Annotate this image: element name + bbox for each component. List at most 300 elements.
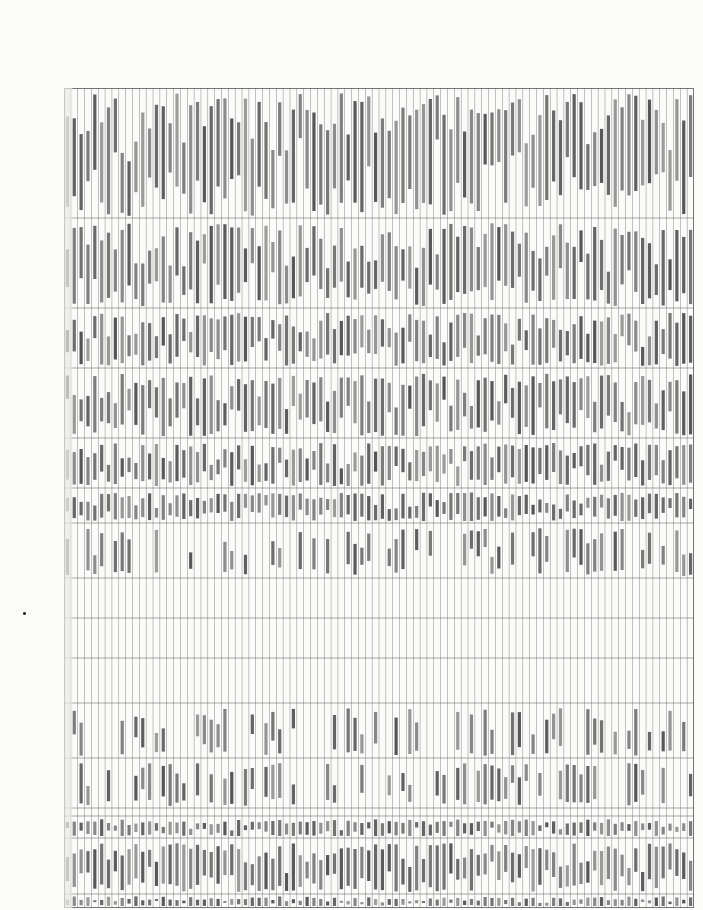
- cell-text-mark: [586, 498, 589, 508]
- cell-text-mark: [429, 825, 432, 836]
- cell-text-mark: [415, 822, 418, 827]
- cell-text-mark: [552, 443, 555, 472]
- cell-text-mark: [415, 377, 418, 437]
- cell-text-mark: [196, 452, 199, 482]
- cell-text-mark: [621, 402, 624, 431]
- cell-text-mark: [86, 396, 89, 426]
- cell-text-mark: [100, 241, 103, 303]
- cell-text-mark: [244, 862, 247, 890]
- cell-text-mark: [333, 329, 336, 363]
- cell-text-mark: [662, 123, 665, 172]
- cell-text-mark: [429, 229, 432, 285]
- cell-text-mark: [107, 336, 110, 365]
- cell-text-mark: [169, 123, 172, 172]
- cell-text-mark: [422, 104, 425, 203]
- cell-text-mark: [668, 382, 671, 412]
- cell-text-mark: [442, 844, 445, 890]
- cell-text-mark: [134, 505, 137, 519]
- cell-text-mark: [566, 902, 569, 906]
- cell-text-mark: [312, 538, 315, 569]
- cell-text-mark: [285, 266, 288, 304]
- cell-text-mark: [470, 493, 473, 522]
- cell-text-mark: [408, 246, 411, 288]
- cell-text-mark: [292, 257, 295, 299]
- cell-text-mark: [429, 99, 432, 204]
- cell-text-mark: [621, 235, 624, 284]
- cell-text-mark: [682, 722, 685, 751]
- cell-text-mark: [682, 555, 685, 577]
- cell-text-mark: [175, 383, 178, 418]
- cell-text-mark: [107, 233, 110, 298]
- cell-text-mark: [292, 495, 295, 520]
- cell-text-mark: [484, 821, 487, 836]
- cell-text-mark: [80, 227, 83, 278]
- cell-text-mark: [80, 332, 83, 365]
- cell-text-mark: [648, 732, 651, 751]
- cell-text-mark: [216, 824, 219, 833]
- cell-text-mark: [223, 901, 226, 903]
- cell-text-mark: [374, 133, 377, 202]
- cell-text-mark: [155, 823, 158, 831]
- cell-text-mark: [607, 819, 610, 836]
- cell-text-mark: [682, 497, 685, 518]
- cell-text-mark: [340, 378, 343, 418]
- cell-text-mark: [566, 865, 569, 886]
- cell-text-mark: [477, 380, 480, 427]
- cell-text-mark: [449, 900, 452, 903]
- cell-text-mark: [223, 779, 226, 805]
- cell-text-mark: [449, 224, 452, 300]
- cell-text-mark: [614, 99, 617, 206]
- cell-text-mark: [326, 499, 329, 510]
- cell-text-mark: [497, 769, 500, 802]
- cell-text-mark: [621, 855, 624, 877]
- cell-text-mark: [381, 494, 384, 519]
- cell-text-mark: [175, 843, 178, 886]
- cell-text-mark: [353, 718, 356, 751]
- cell-text-mark: [134, 334, 137, 355]
- cell-text-mark: [312, 338, 315, 361]
- cell-text-mark: [134, 263, 137, 299]
- cell-text-mark: [497, 851, 500, 880]
- cell-text-mark: [182, 494, 185, 520]
- cell-text-mark: [641, 872, 644, 891]
- cell-text-mark: [360, 902, 363, 904]
- cell-text-mark: [326, 764, 329, 800]
- cell-text-mark: [367, 401, 370, 433]
- cell-text-mark: [340, 901, 343, 903]
- cell-text-mark: [141, 322, 144, 365]
- cell-text-mark: [600, 376, 603, 429]
- cell-text-mark: [477, 531, 480, 556]
- cell-text-mark: [251, 715, 254, 735]
- cell-text-mark: [497, 547, 500, 569]
- cell-text-mark: [182, 845, 185, 892]
- cell-text-mark: [573, 453, 576, 468]
- cell-text-mark: [210, 465, 213, 480]
- cell-text-mark: [292, 823, 295, 836]
- cell-text-mark: [429, 335, 432, 357]
- cell-text-mark: [237, 313, 240, 361]
- cell-text-mark: [477, 855, 480, 876]
- cell-text-mark: [210, 226, 213, 303]
- cell-text-mark: [456, 898, 459, 906]
- cell-text-mark: [244, 899, 247, 905]
- cell-text-mark: [381, 379, 384, 436]
- cell-text-mark: [381, 849, 384, 890]
- cell-text-mark: [566, 765, 569, 803]
- cell-text-mark: [326, 268, 329, 298]
- cell-text-mark: [634, 321, 637, 352]
- cell-text-mark: [627, 314, 630, 346]
- cell-text-mark: [682, 313, 685, 364]
- cell-text-mark: [100, 398, 103, 422]
- cell-text-mark: [100, 314, 103, 365]
- cell-text-mark: [134, 844, 137, 878]
- cell-text-mark: [353, 381, 356, 423]
- cell-text-mark: [223, 709, 226, 752]
- cell-text-mark: [347, 135, 350, 181]
- cell-text-mark: [86, 457, 89, 485]
- cell-text-mark: [538, 115, 541, 206]
- cell-text-mark: [182, 319, 185, 341]
- cell-text-mark: [134, 383, 137, 425]
- cell-text-mark: [189, 377, 192, 436]
- cell-text-mark: [367, 496, 370, 520]
- cell-text-mark: [340, 93, 343, 202]
- cell-text-mark: [306, 459, 309, 481]
- cell-text-mark: [196, 845, 199, 885]
- cell-text-mark: [319, 443, 322, 485]
- cell-text-mark: [86, 821, 89, 834]
- cell-text-mark: [353, 249, 356, 300]
- cell-text-mark: [586, 543, 589, 574]
- cell-text-mark: [490, 822, 493, 828]
- cell-text-mark: [333, 715, 336, 749]
- cell-text-mark: [299, 225, 302, 296]
- cell-text-mark: [456, 712, 459, 750]
- cell-text-mark: [210, 774, 213, 802]
- cell-text-mark: [511, 712, 514, 755]
- cell-text-mark: [271, 242, 274, 272]
- cell-text-mark: [374, 844, 377, 889]
- cell-text-mark: [586, 709, 589, 755]
- cell-text-mark: [525, 385, 528, 426]
- cell-text-mark: [504, 224, 507, 286]
- cell-text-mark: [175, 314, 178, 357]
- cell-text-mark: [148, 129, 151, 178]
- cell-text-mark: [175, 900, 178, 906]
- cell-text-mark: [360, 375, 363, 435]
- cell-text-mark: [340, 848, 343, 889]
- cell-text-mark: [340, 493, 343, 517]
- cell-text-mark: [429, 446, 432, 471]
- cell-text-mark: [278, 494, 281, 515]
- cell-text-mark: [545, 536, 548, 562]
- cell-text-mark: [429, 531, 432, 556]
- cell-text-mark: [621, 315, 624, 337]
- cell-text-mark: [264, 821, 267, 831]
- cell-text-mark: [285, 824, 288, 835]
- cell-text-mark: [600, 321, 603, 365]
- cell-text-mark: [86, 897, 89, 906]
- cell-text-mark: [449, 449, 452, 464]
- cell-text-mark: [367, 822, 370, 828]
- cell-text-mark: [607, 272, 610, 304]
- cell-text-mark: [299, 394, 302, 420]
- cell-text-mark: [470, 228, 473, 292]
- cell-text-mark: [573, 823, 576, 836]
- cell-text-mark: [627, 897, 630, 906]
- cell-text-mark: [689, 821, 692, 836]
- cell-text-mark: [648, 823, 651, 830]
- cell-text-mark: [134, 463, 137, 479]
- cell-text-mark: [141, 822, 144, 835]
- cell-text-mark: [525, 820, 528, 836]
- cell-text-mark: [531, 315, 534, 365]
- cell-text-mark: [73, 395, 76, 434]
- cell-text-mark: [374, 452, 377, 472]
- cell-text-mark: [408, 820, 411, 836]
- cell-text-mark: [121, 898, 124, 906]
- cell-text-mark: [655, 445, 658, 475]
- cell-text-mark: [162, 728, 165, 751]
- cell-text-mark: [675, 446, 678, 478]
- cell-text-mark: [244, 555, 247, 574]
- cell-text-mark: [408, 709, 411, 754]
- cell-text-mark: [230, 772, 233, 804]
- cell-text-mark: [210, 318, 213, 352]
- cell-text-mark: [477, 497, 480, 520]
- cell-text-mark: [545, 503, 548, 513]
- cell-text-mark: [182, 450, 185, 478]
- cell-text-mark: [196, 715, 199, 737]
- cell-text-mark: [169, 461, 172, 482]
- cell-text-mark: [593, 822, 596, 830]
- cell-text-mark: [80, 449, 83, 484]
- cell-text-mark: [306, 897, 309, 906]
- cell-text-mark: [579, 378, 582, 410]
- cell-text-mark: [442, 775, 445, 804]
- cell-text-mark: [408, 314, 411, 342]
- cell-text-mark: [278, 230, 281, 304]
- cell-text-mark: [648, 445, 651, 480]
- cell-text-mark: [196, 763, 199, 795]
- cell-text-mark: [278, 102, 281, 156]
- cell-text-mark: [531, 376, 534, 435]
- ink-speck: [23, 612, 26, 615]
- cell-text-mark: [497, 824, 500, 832]
- cell-text-mark: [114, 851, 117, 872]
- cell-text-mark: [395, 408, 398, 435]
- cell-text-mark: [463, 493, 466, 521]
- cell-text-mark: [264, 226, 267, 301]
- cell-text-mark: [367, 96, 370, 166]
- cell-text-mark: [490, 898, 493, 906]
- cell-text-mark: [675, 897, 678, 906]
- cell-text-mark: [627, 868, 630, 885]
- cell-text-mark: [251, 446, 254, 486]
- cell-text-mark: [497, 898, 500, 906]
- cell-text-mark: [127, 389, 130, 411]
- cell-text-mark: [689, 774, 692, 796]
- cell-text-mark: [607, 498, 610, 518]
- cell-text-mark: [518, 854, 521, 878]
- cell-text-mark: [579, 863, 582, 884]
- cell-text-mark: [395, 447, 398, 467]
- cell-text-mark: [484, 318, 487, 354]
- cell-text-mark: [641, 900, 644, 903]
- cell-text-mark: [360, 847, 363, 878]
- cell-text-mark: [340, 321, 343, 355]
- cell-text-mark: [251, 864, 254, 885]
- cell-text-mark: [216, 224, 219, 284]
- cell-text-mark: [292, 709, 295, 729]
- cell-text-mark: [182, 901, 185, 904]
- cell-text-mark: [511, 853, 514, 883]
- cell-text-mark: [306, 332, 309, 357]
- cell-text-mark: [470, 531, 473, 549]
- cell-text-mark: [80, 763, 83, 803]
- cell-text-mark: [326, 313, 329, 355]
- cell-text-mark: [306, 822, 309, 835]
- cell-text-mark: [388, 383, 391, 412]
- cell-text-mark: [531, 505, 534, 515]
- cell-text-mark: [470, 314, 473, 364]
- cell-text-mark: [490, 381, 493, 420]
- cell-text-mark: [477, 247, 480, 290]
- cell-text-mark: [127, 161, 130, 216]
- cell-text-mark: [319, 377, 322, 421]
- cell-text-mark: [244, 494, 247, 508]
- cell-text-mark: [401, 530, 404, 570]
- cell-text-mark: [682, 853, 685, 880]
- cell-text-mark: [614, 849, 617, 891]
- cell-text-mark: [388, 509, 391, 521]
- cell-text-mark: [326, 902, 329, 906]
- cell-text-mark: [127, 539, 130, 573]
- cell-text-mark: [381, 119, 384, 208]
- cell-text-mark: [162, 897, 165, 906]
- cell-text-mark: [306, 862, 309, 879]
- cell-text-mark: [299, 901, 302, 905]
- cell-text-mark: [586, 766, 589, 803]
- cell-text-mark: [127, 849, 130, 885]
- cell-text-mark: [525, 143, 528, 206]
- cell-text-mark: [408, 115, 411, 189]
- cell-text-mark: [662, 329, 665, 354]
- cell-text-mark: [134, 776, 137, 801]
- cell-text-mark: [141, 113, 144, 207]
- cell-text-mark: [463, 534, 466, 566]
- cell-text-mark: [566, 456, 569, 485]
- cell-text-mark: [668, 150, 671, 211]
- cell-text-mark: [545, 95, 548, 200]
- cell-text-mark: [134, 717, 137, 738]
- cell-text-mark: [504, 323, 507, 351]
- cell-text-mark: [319, 823, 322, 834]
- cell-text-mark: [395, 844, 398, 891]
- cell-text-mark: [511, 898, 514, 906]
- cell-text-mark: [216, 724, 219, 747]
- cell-text-mark: [216, 899, 219, 906]
- cell-text-mark: [73, 711, 76, 735]
- cell-text-mark: [559, 450, 562, 484]
- cell-text-mark: [278, 548, 281, 568]
- cell-text-mark: [579, 504, 582, 516]
- cell-text-mark: [470, 110, 473, 204]
- cell-text-mark: [490, 845, 493, 862]
- cell-text-mark: [271, 900, 274, 903]
- cell-text-mark: [429, 899, 432, 907]
- cell-text-mark: [463, 446, 466, 461]
- cell-text-mark: [552, 852, 555, 877]
- cell-text-mark: [93, 95, 96, 170]
- cell-text-mark: [121, 153, 124, 213]
- cell-text-mark: [484, 529, 487, 547]
- cell-text-mark: [210, 898, 213, 906]
- cell-text-mark: [593, 497, 596, 517]
- cell-text-mark: [169, 822, 172, 835]
- cell-text-mark: [504, 821, 507, 834]
- cell-text-mark: [80, 399, 83, 421]
- cell-text-mark: [477, 113, 480, 211]
- cell-text-mark: [114, 403, 117, 428]
- cell-text-mark: [566, 331, 569, 355]
- cell-text-mark: [497, 447, 500, 473]
- cell-text-mark: [627, 412, 630, 435]
- cell-text-mark: [264, 338, 267, 360]
- cell-text-mark: [559, 379, 562, 414]
- cell-text-mark: [388, 899, 391, 905]
- cell-text-mark: [175, 445, 178, 481]
- cell-text-mark: [531, 821, 534, 835]
- cell-text-mark: [627, 824, 630, 831]
- cell-text-mark: [203, 850, 206, 876]
- cell-text-mark: [449, 493, 452, 520]
- cell-text-mark: [93, 226, 96, 279]
- cell-text-mark: [347, 316, 350, 356]
- cell-text-mark: [415, 450, 418, 481]
- cell-text-mark: [579, 529, 582, 565]
- cell-text-mark: [312, 226, 315, 275]
- cell-text-mark: [114, 318, 117, 360]
- cell-text-mark: [525, 330, 528, 350]
- cell-text-mark: [230, 227, 233, 301]
- cell-text-mark: [429, 493, 432, 506]
- cell-text-mark: [497, 315, 500, 364]
- cell-text-mark: [566, 243, 569, 299]
- cell-text-mark: [614, 899, 617, 906]
- cell-text-mark: [497, 227, 500, 281]
- cell-text-mark: [559, 867, 562, 888]
- cell-text-mark: [127, 825, 130, 835]
- cell-text-mark: [93, 849, 96, 888]
- cell-text-mark: [367, 330, 370, 354]
- cell-text-mark: [525, 445, 528, 482]
- cell-text-mark: [490, 315, 493, 362]
- cell-text-mark: [230, 119, 233, 180]
- cell-text-mark: [484, 378, 487, 432]
- cell-text-mark: [538, 825, 541, 831]
- cell-text-mark: [114, 444, 117, 485]
- cell-text-mark: [449, 822, 452, 827]
- cell-text-mark: [374, 712, 377, 744]
- cell-text-mark: [511, 533, 514, 565]
- cell-text-mark: [251, 139, 254, 216]
- cell-text-mark: [662, 230, 665, 305]
- cell-text-mark: [531, 135, 534, 188]
